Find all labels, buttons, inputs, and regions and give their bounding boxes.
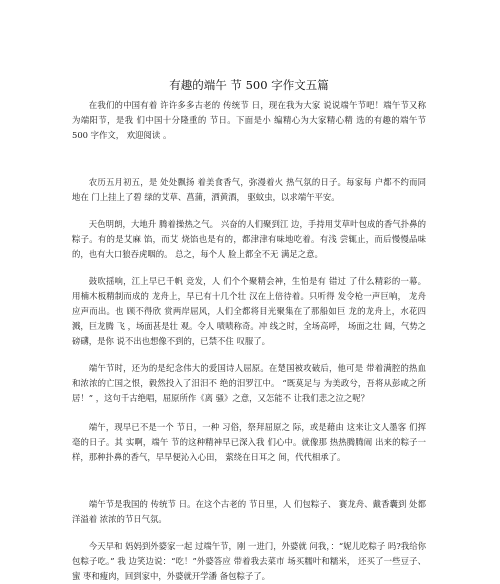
paragraph-spacer [72,349,426,361]
paragraph-grandma: 今天早和 妈妈到外婆家一起 过端午节，刚 一进门，外婆就 问我，：“妮儿吃粽子 吗?我给你包粽子吃。” 我 边笑边说：“吃！”外婆答应 带着我去菜市 场买糯叶和糯米， 还买了一些豆子、蜜 枣和瘦肉，回到家中，外婆就开学潘 备包粽子了。 [72,541,426,581]
paragraph-dragon-boat: 鼓吹揺响，江上早已千帆 竞发，人 们个个聚精会神，生怕是有 错过 了什么精彩的一幕。用楠木板精制而成的 龙舟上，早已有十几个壮 汉在上倍待着。只听得 发令枪一声巨响， 龙舟应声而出。也 顾不得欣 赏两岸屈风，人们全都将目光聚集在了那船如巨 龙的龙舟上，水花四溅，巨龙腾 飞 ，场面甚是壮 观。令人 啧啧称奇。冲 线之时，全场高呼， 场面之壮 阔，气势之磅礴，是你 说不出也想像不到的，已禁不住 叹服了。 [72,276,426,346]
paragraph-festival: 端午节是我国的 传统节 日。在这个古老的 节日里，人 们包粽子、 赛龙舟、戴香囊到 处都洋溢着 浓浓的节日气氛。 [72,499,426,524]
paragraph-qu-yuan: 端午节时，还为的是纪念伟大的爱国诗人屈原。在楚国被攻破后，他可是 带着满腔的热血和浓浓的亡国之恨，毅然投入了汨汨不 绝的汨罗江中。 “既莫足与 为美政兮，吾将从彭咸之所居！” ，这句千古绝唱，屈原所作《离 骚》之意，又怎能不 让我们悲之泣之呢？ [72,363,426,403]
paragraph-spacer [72,406,426,420]
paragraph-intro: 在我们的中国有着 许许多多古老的 传统节 日，现在我为大家 说说端午节吧！端午节又称为端阳节，是我 们中国十分隆重的 节日。下面是小 编精心为大家精心精 选的有趣的端午节 500 字作文， 欢迎阅读 。 [72,100,426,140]
paragraph-food: 农历五月初五，是 处处飘扬 着美食香气，弥漫着火 热气氛的日子。每家每 户都不约而同地在 门上挂上了碧 绿的艾草、菖蒲，洒黄酒， 驱蚊虫，以求端午平安。 [72,177,426,202]
paragraph-spacer [72,205,426,217]
paragraph-zongzi: 天色明朗，大地升 腾着操热之气。 兴奋的人们聚到江 边，手持用艾草叶包成的香气扑鼻的粽子。有的是艾麻 馅，而艾 烧馅也是有的，都津津有味地吃着。有浅 尝辄止，而后慢慢品味的，也有大口狼吞虎咽的。 总之，每个人 脸上都全不无 满足之意。 [72,219,426,259]
paragraph-spacer [72,465,426,497]
paragraph-tradition: 端午，现早已不是一个 节日，一种 习俗，祭拜屈原之 际，或是藉由 这来让文人墨客 们挥毫的日子。其 实啊，端午 节的这种精神早已深入我 们心中。就像那 热热腾腾闹 出来的粽子一样，那种扑鼻的香气，早早便沁入心田， 萦绕在日耳之 间，代代相承了。 [72,422,426,462]
document-title: 有趣的端午 节 500 字作文五篇 [169,78,329,92]
paragraph-spacer [72,143,426,175]
paragraph-spacer [72,527,426,539]
paragraph-spacer [72,262,426,274]
document-page [72,78,426,584]
